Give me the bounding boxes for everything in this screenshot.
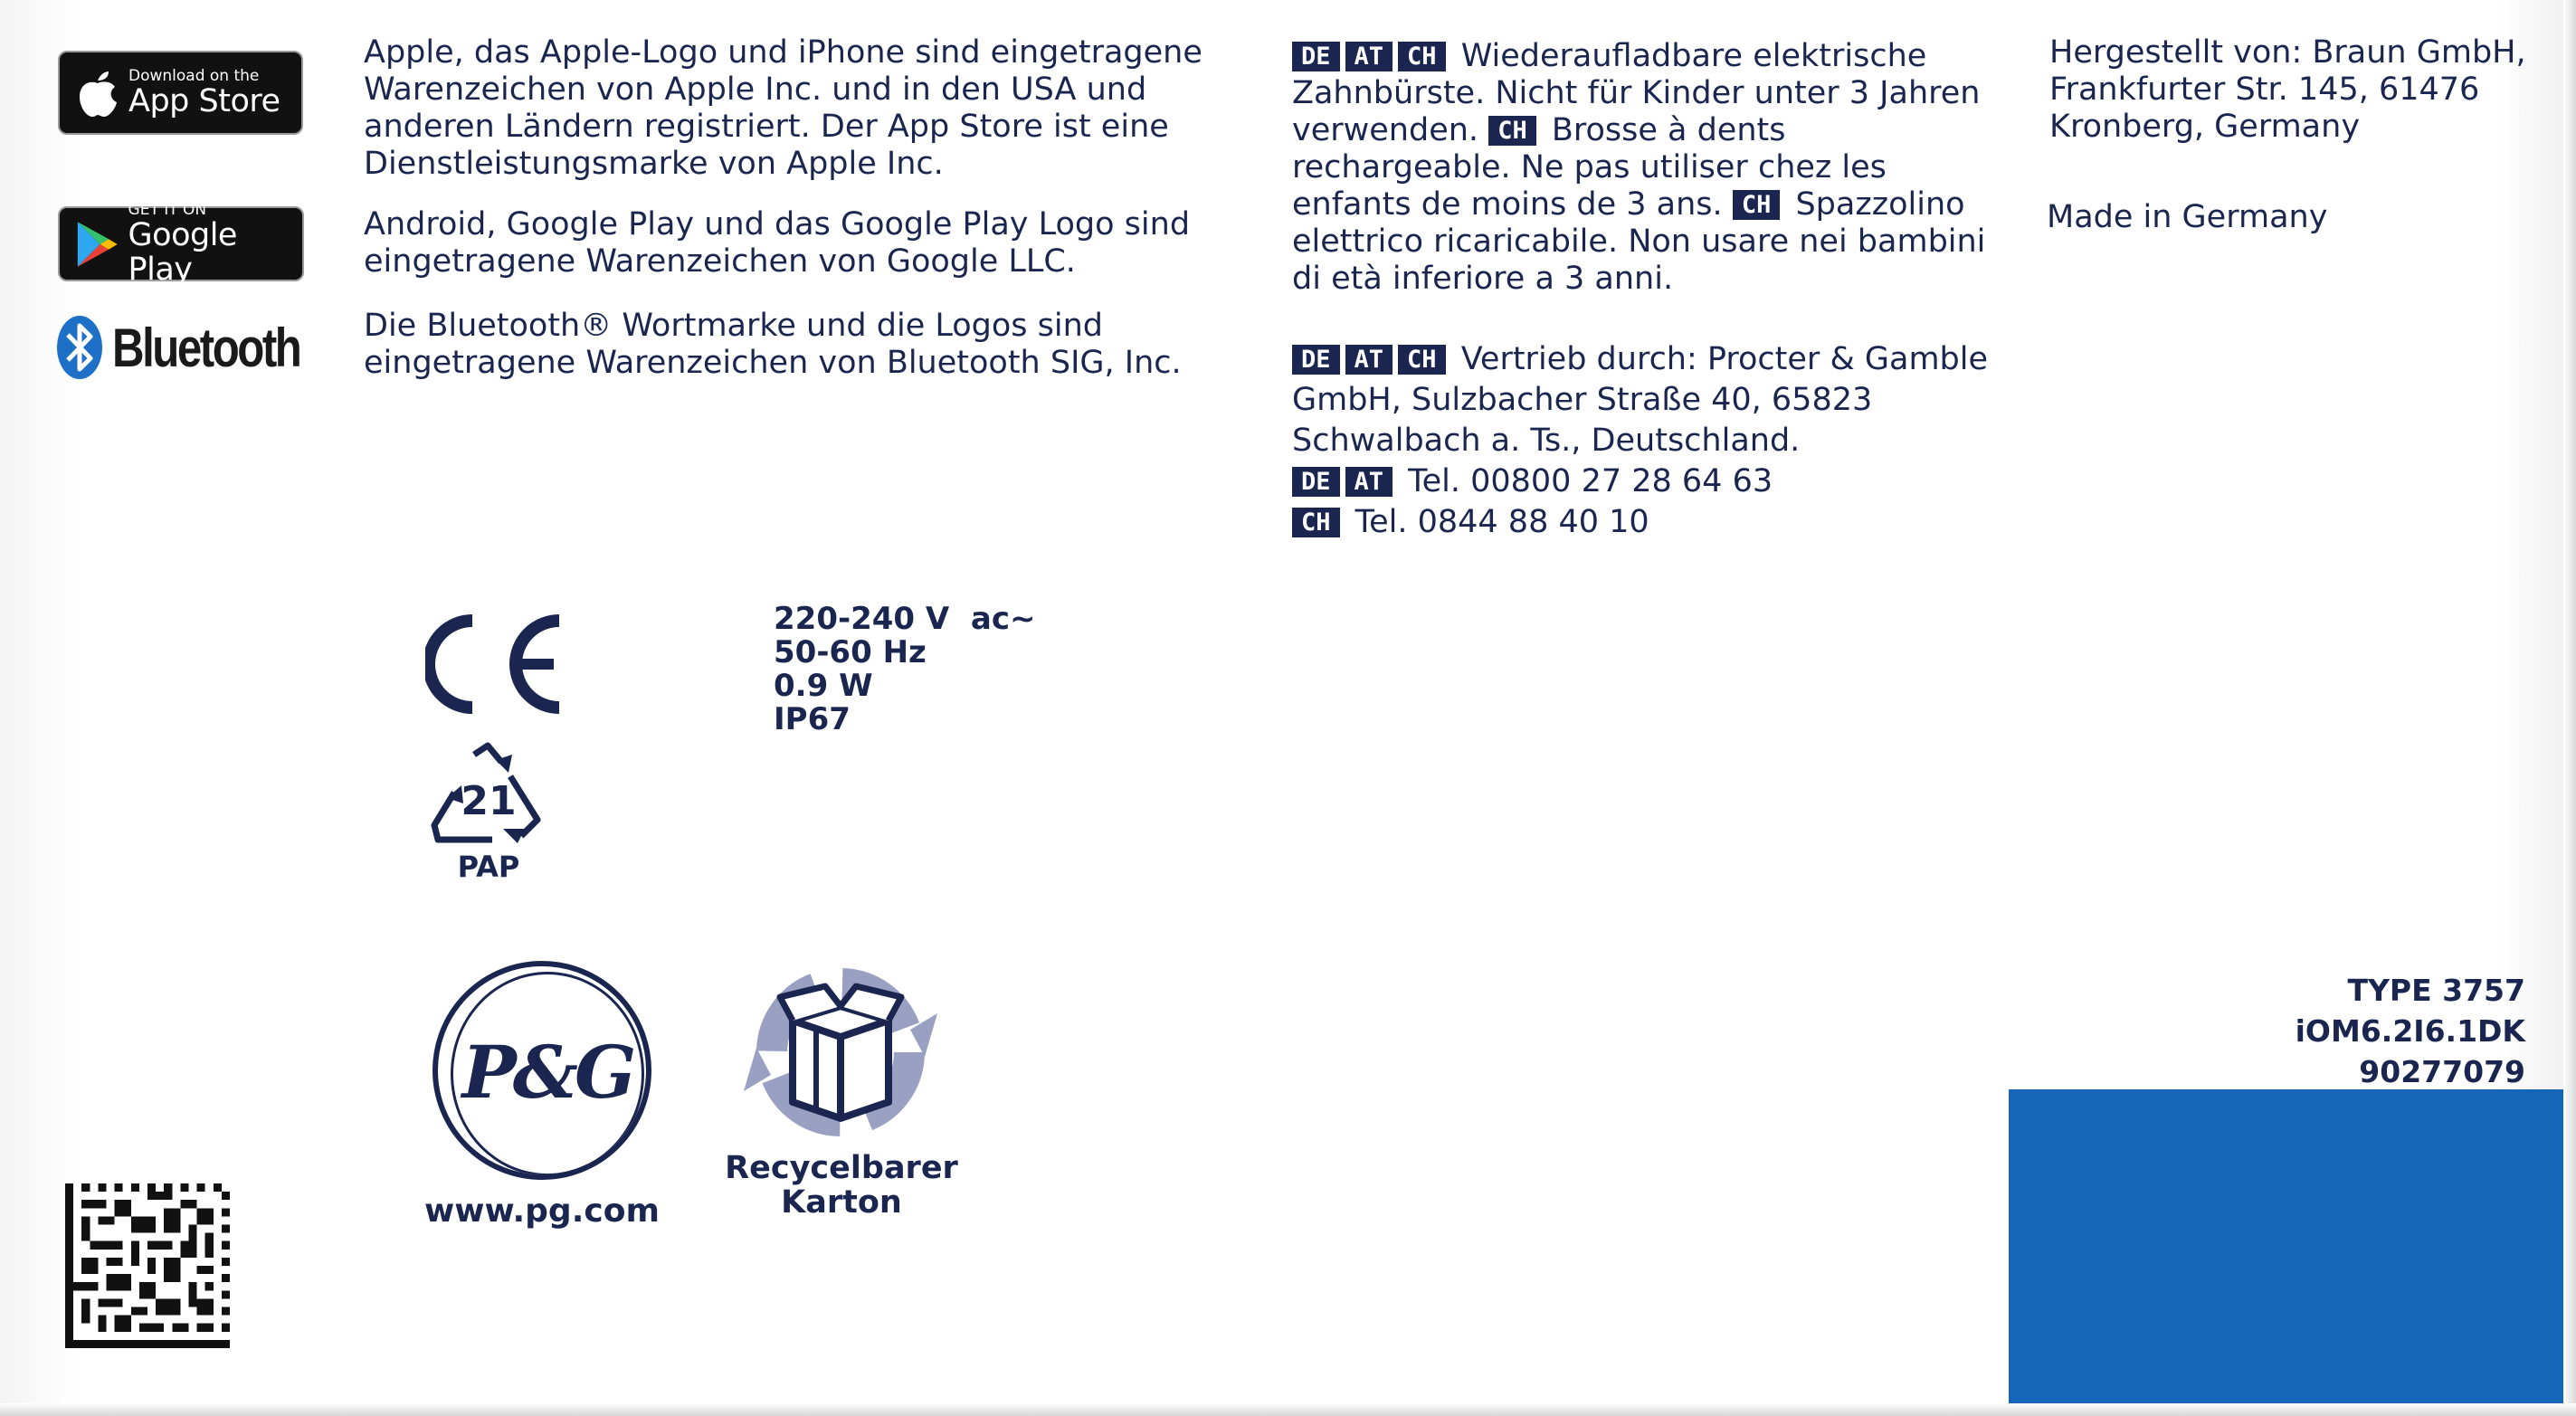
tag-at: AT [1345,467,1393,497]
tag-at: AT [1345,345,1393,375]
recycle-label [715,1151,968,1220]
pg-logo [433,961,651,1180]
data-matrix-code-icon [65,1183,230,1348]
type-info [2296,970,2525,1092]
tag-ch: CH [1733,190,1781,220]
ce-mark-icon [425,613,568,715]
tag-ch: CH [1398,42,1446,71]
pg-url[interactable]: www.pg.com [424,1193,660,1230]
tel-de-at: Tel. 00800 27 28 64 63 [1408,463,1773,499]
type-code: iOM6.2I6.1DK [2295,1013,2525,1049]
tag-at: AT [1345,42,1393,71]
product-info [1292,38,2007,298]
electrical-specs [774,603,1035,737]
type-number: TYPE 3757 [2347,973,2525,1008]
google-play-badge[interactable] [58,200,304,288]
tag-ch: CH [1488,116,1536,146]
recyclable-carton-icon [744,966,937,1138]
trademark-apple-text: Apple, das Apple-Logo und iPhone sind eingetragene Warenzeichen von Apple Inc. und in den USA und anderen Ländern registriert. Der App Store ist eine Dienstleistungsmarke von Apple Inc. [364,34,1202,182]
trademark-bluetooth-text: Die Bluetooth® Wortmarke und die Logos sind eingetragene Warenzeichen von Bluetooth SIG, Inc. [364,308,1182,381]
app-store-small-text: Download on the [128,66,260,85]
recycle-label-line1: Recycelbarer [725,1150,958,1186]
app-store-badge[interactable] [58,51,303,135]
distribution-text: Vertrieb durch: Procter & Gamble GmbH, Sulzbacher Straße 40, 65823 Schwalbach a. Ts., Deutschland. [1292,341,1989,459]
app-store-big-text: App Store [128,82,280,119]
tag-ch: CH [1292,508,1340,537]
google-play-big-text: Google Play [128,216,237,288]
tag-ch: CH [1398,345,1446,375]
trademark-google-text: Android, Google Play und das Google Play Logo sind eingetragene Warenzeichen von Google LLC. [364,206,1191,280]
trademark-google [364,206,1232,280]
product-info-de: Wiederaufladbare elektrische Zahnbürste. Nicht für Kinder unter 3 Jahren verwenden. [1292,38,1981,148]
google-play-small-text: GET IT ON [128,200,207,219]
tag-de: DE [1292,467,1340,497]
distribution-info [1292,339,1998,543]
right-edge-shadow [2563,0,2576,1416]
article-number: 90277079 [2359,1054,2525,1089]
made-in-germany [2047,199,2327,236]
trademark-bluetooth [364,308,1232,382]
manufacturer-info [2049,34,2538,146]
made-in-germany-text: Made in Germany [2047,199,2328,235]
recycle-code: PAP [457,850,520,884]
product-info-it: Spazzolino elettrico ricaricabile. Non usare nei bambini di età inferiore a 3 anni. [1292,186,1986,297]
google-play-icon [74,219,119,270]
bluetooth-wordmark: Bluetooth [112,317,300,378]
pg-logo-text: P&G [461,1030,633,1115]
bluetooth-icon [56,315,103,380]
bluetooth-logo [56,315,341,380]
tag-de: DE [1292,42,1340,71]
spec-ip: IP67 [774,701,851,737]
trademark-apple [364,34,1232,183]
tel-ch: Tel. 0844 88 40 10 [1355,504,1649,540]
blue-color-block [2009,1089,2576,1416]
spec-frequency: 50-60 Hz [774,634,927,670]
recycle-label-line2: Karton [781,1184,902,1221]
recycle-number: 21 [461,778,517,824]
apple-icon [76,68,119,119]
bottom-edge-shadow [0,1403,2576,1416]
product-info-fr: Brosse à dents rechargeable. Ne pas utiliser chez les enfants de moins de 3 ans. [1292,112,1887,223]
spec-power: 0.9 W [774,668,873,704]
tag-de: DE [1292,345,1340,375]
manufacturer-text: Hergestellt von: Braun GmbH, Frankfurter Str. 145, 61476 Kronberg, Germany [2049,34,2526,145]
spec-voltage: 220-240 V ac~ [774,601,1036,637]
